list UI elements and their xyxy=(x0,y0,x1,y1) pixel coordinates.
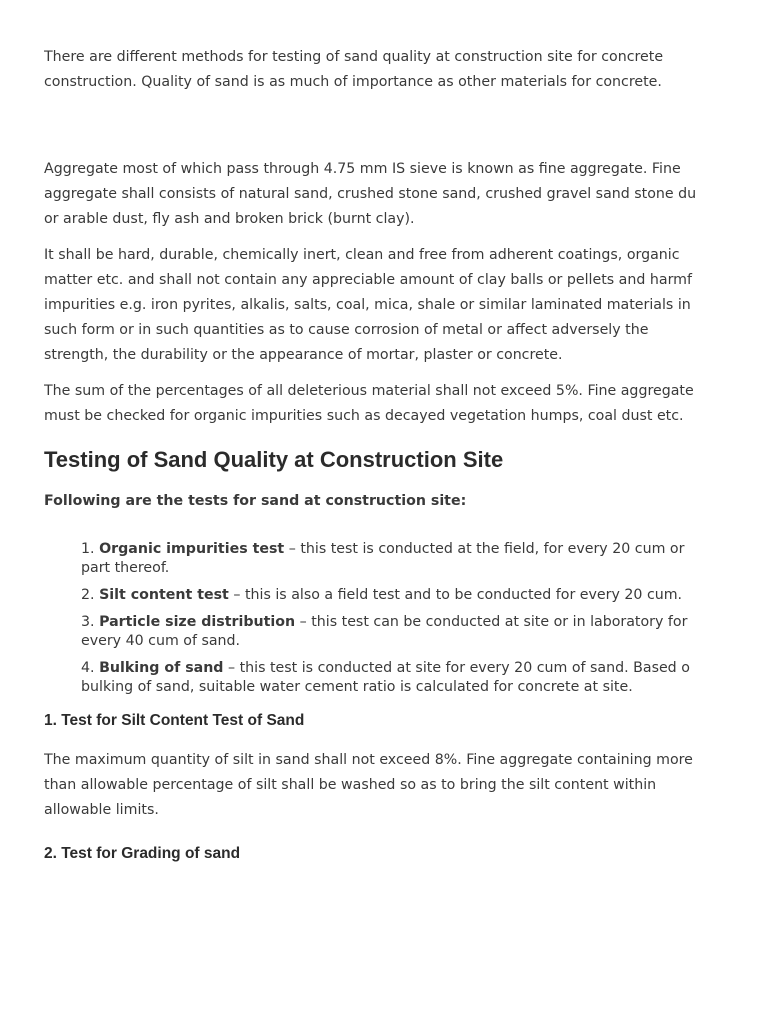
tests-list xyxy=(44,540,734,697)
silt-paragraph xyxy=(44,748,734,823)
text-line: The maximum quantity of silt in sand shall not exceed 8%. Fine aggregate containing more xyxy=(44,752,693,768)
text-line: matter etc. and shall not contain any appreciable amount of clay balls or pellets and harmf xyxy=(44,272,692,288)
test-title: Organic impurities test xyxy=(99,541,285,557)
text-line: It shall be hard, durable, chemically inert, clean and free from adherent coatings, organic xyxy=(44,247,680,263)
text-line: allowable limits. xyxy=(44,802,159,818)
deleterious-paragraph xyxy=(44,379,734,429)
text-line: must be checked for organic impurities such as decayed vegetation humps, coal dust etc. xyxy=(44,408,684,424)
text-line: impurities e.g. iron pyrites, alkalis, salts, coal, mica, shale or similar laminated materials in xyxy=(44,297,691,313)
test-title: Bulking of sand xyxy=(99,660,224,676)
tests-lead-text: Following are the tests for sand at construction site: xyxy=(44,493,467,509)
intro-paragraph: There are different methods for testing of sand quality at construction site for concrete construction. Quality of sand is as much of importance as other materials for concrete. xyxy=(44,49,664,90)
list-item: 3. Particle size distribution – this test can be conducted at site or in laboratory for every 40 cum of sand. xyxy=(81,614,688,649)
list-item: 4. Bulking of sand – this test is conducted at site for every 20 cum of sand. Based o bulking of sand, suitable water cement ratio is calculated for concrete at site. xyxy=(81,660,690,695)
section-heading: Testing of Sand Quality at Construction Site xyxy=(44,447,504,472)
list-item: 2. Silt content test – this is also a field test and to be conducted for every 20 cum. xyxy=(81,587,683,603)
text-line: strength, the durability or the appearance of mortar, plaster or concrete. xyxy=(44,347,563,363)
fine-aggregate-paragraph xyxy=(44,157,734,232)
text-line: aggregate shall consists of natural sand, crushed stone sand, crushed gravel sand stone du xyxy=(44,186,697,202)
text-line: The sum of the percentages of all deleterious material shall not exceed 5%. Fine aggregate xyxy=(44,383,694,399)
text-line: Aggregate most of which pass through 4.75 mm IS sieve is known as fine aggregate. Fine xyxy=(44,161,681,177)
subsection-heading-silt: 1. Test for Silt Content Test of Sand xyxy=(44,712,305,729)
text-line: such form or in such quantities as to cause corrosion of metal or affect adversely the xyxy=(44,322,649,338)
text-line: or arable dust, fly ash and broken brick (burnt clay). xyxy=(44,211,415,227)
test-title: Particle size distribution xyxy=(99,614,296,630)
properties-paragraph xyxy=(44,243,734,368)
text-line: than allowable percentage of silt shall be washed so as to bring the silt content within xyxy=(44,777,657,793)
list-item: 1. Organic impurities test – this test is conducted at the field, for every 20 cum or part thereof. xyxy=(81,541,685,576)
article-body xyxy=(44,45,734,865)
subsection-heading-grading: 2. Test for Grading of sand xyxy=(44,845,241,862)
test-title: Silt content test xyxy=(99,587,229,603)
